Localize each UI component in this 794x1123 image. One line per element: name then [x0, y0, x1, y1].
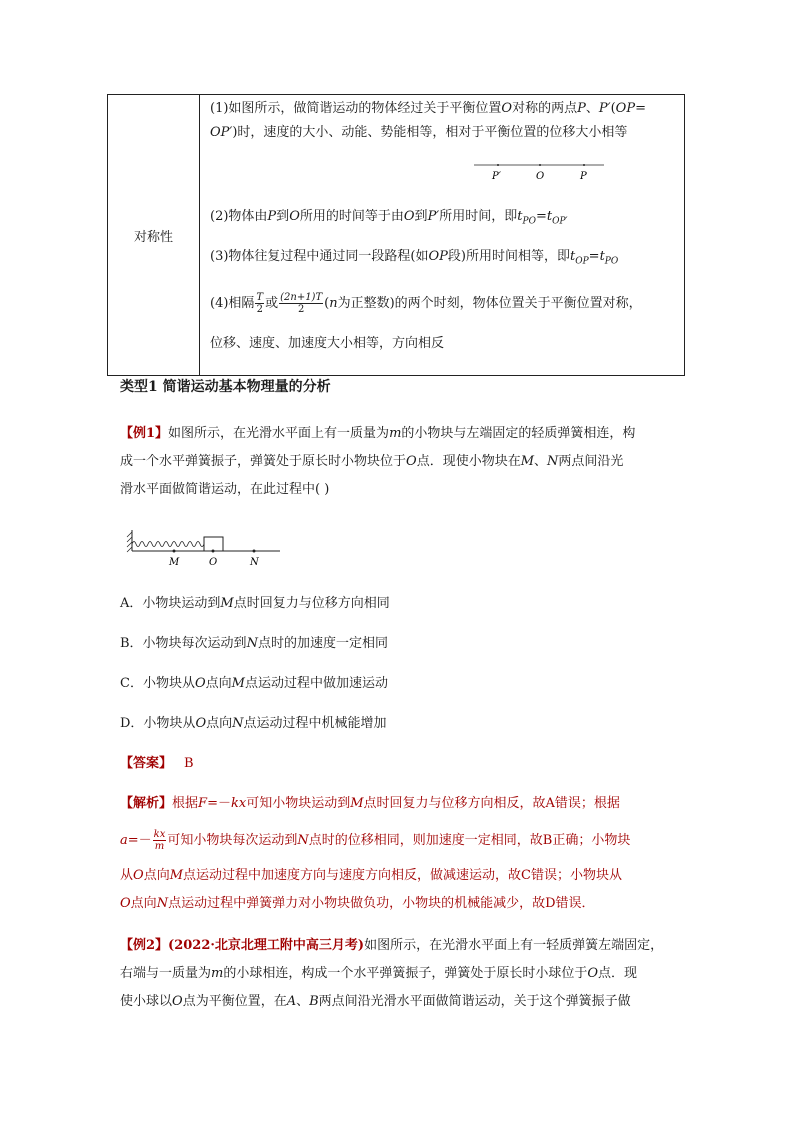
analysis-line-4: O点向N点运动过程中弹簧弹力对小物块做负功，小物块的机械能减少，故D错误． — [120, 896, 595, 911]
table-line-5: (4)相隔 $\frac{T}{2}$ 或 $\frac{(2n+1)T}{2}$ (n为正整数)的两个时刻，物体位置关于平衡位置对称， — [210, 292, 642, 315]
symmetry-points-figure — [470, 159, 610, 185]
fraction-kx-over-m: $\frac{kx}{m}$ — [153, 829, 166, 852]
option-a: A．小物块运动到M点时回复力与位移方向相同 — [120, 596, 390, 611]
example2-line-2: 右端与一质量为m的小球相连，构成一个水平弹簧振子，弹簧处于原长时小球位于O点．现 — [120, 966, 638, 981]
symmetry-table — [107, 94, 685, 376]
option-d: D．小物块从O点向N点运动过程中机械能增加 — [120, 716, 387, 731]
point-label-o: O — [536, 171, 545, 182]
block — [204, 537, 223, 551]
example1-line-2: 成一个水平弹簧振子，弹簧处于原长时小物块位于O点．现使小物块在M、N两点间沿光 — [120, 454, 624, 469]
point-label-o: O — [209, 557, 218, 568]
example1-line-1: 【例1】如图所示，在光滑水平面上有一质量为m的小物块与左端固定的轻质弹簧相连，构 — [120, 426, 636, 441]
example2-line-3: 使小球以O点为平衡位置，在A、B两点间沿光滑水平面做简谐运动，关于这个弹簧振子做 — [120, 994, 631, 1009]
spring-oscillator-figure — [124, 528, 284, 572]
table-line-4: (3)物体往复过程中通过同一段路程(如OP段)所用时间相等，即$t_{OP}=t_{PO}$ — [210, 249, 619, 267]
option-b: B．小物块每次运动到N点时的加速度一定相同 — [120, 636, 388, 651]
fraction-t-over-2: $\frac{T}{2}$ — [256, 292, 264, 315]
analysis-line-3: 从O点向M点运动过程中加速度方向与速度方向相反，做减速运动，故C错误；小物块从 — [120, 868, 622, 883]
table-line-1: (1)如图所示，做简谐运动的物体经过关于平衡位置O对称的两点P、P′(OP= — [210, 101, 646, 116]
point-label-p-prime: P′ — [492, 171, 501, 182]
fraction-2n-plus-1-t-over-2: $\frac{(2n+1)T}{2}$ — [280, 292, 323, 315]
answer-line: 【答案】 B — [120, 756, 194, 771]
example1-line-3: 滑水平面做简谐运动，在此过程中( ) — [120, 482, 330, 497]
table-row-content — [200, 95, 684, 375]
point-label-m: M — [169, 557, 180, 568]
table-line-6: 位移、速度、加速度大小相等，方向相反 — [210, 336, 445, 351]
analysis-line-2: a=－ $\frac{kx}{m}$ 可知小物块每次运动到N点时的位移相同，则加速度一定相同，故B正确；小物块 — [120, 829, 631, 852]
table-line-2: OP′)时，速度的大小、动能、势能相等，相对于平衡位置的位移大小相等 — [210, 125, 628, 140]
section-title: 类型1 简谐运动基本物理量的分析 — [120, 379, 331, 395]
spring — [132, 542, 204, 547]
point-label-n: N — [250, 557, 259, 568]
option-c: C．小物块从O点向M点运动过程中做加速运动 — [120, 676, 388, 691]
point-label-p: P — [580, 171, 587, 182]
table-line-3: (2)物体由P到O所用的时间等于由O到P′所用时间，即$t_{PO}=t_{OP'}$ — [210, 209, 568, 227]
table-row-label: 对称性 — [108, 95, 200, 375]
example2-line-1: 【例2】(2022·北京北理工附中高三月考)如图所示，在光滑水平面上有一轻质弹簧左端固定， — [120, 938, 664, 953]
analysis-line-1: 【解析】根据F=－kx可知小物块运动到M点时回复力与位移方向相反，故A错误；根据 — [120, 796, 620, 811]
